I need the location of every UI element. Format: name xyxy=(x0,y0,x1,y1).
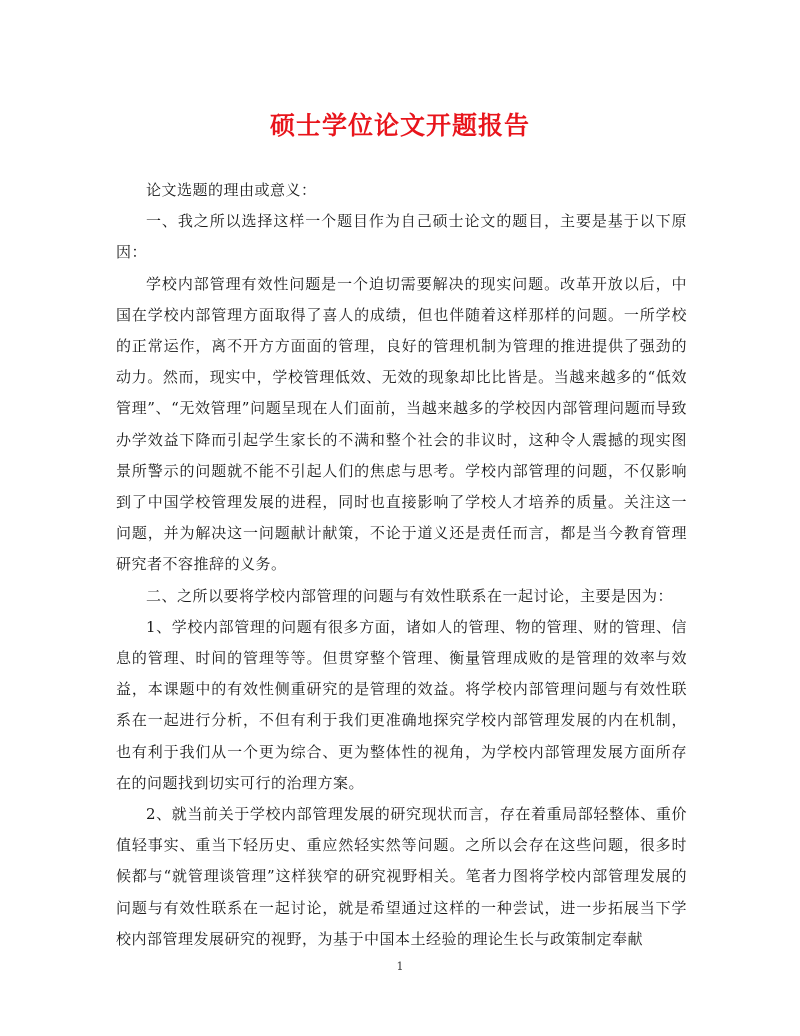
paragraph-management-problem: 学校内部管理有效性问题是一个迫切需要解决的现实问题。改革开放以后，中国在学校内部管理方面取得了喜人的成绩，但也伴随着这样那样的问题。一所学校的正常运作，离不开方方面面的管理，良好的管理机制为管理的推进提供了强劲的动力。然而，现实中，学校管理低效、无效的现象却比比皆是。当越来越多的“低效管理”、“无效管理”问题呈现在人们面前，当越来越多的学校因内部管理问题而导致办学效益下降而引起学生家长的不满和整个社会的非议时，这种令人震撼的现实图景所警示的问题就不能不引起人们的焦虑与思考。学校内部管理的问题，不仅影响到了中国学校管理发展的进程，同时也直接影响了学校人才培养的质量。关注这一问题，并为解决这一问题献计献策，不论于道义还是责任而言，都是当今教育管理研究者不容推辞的义务。 xyxy=(116,274,687,574)
paragraph-point-1: 1、学校内部管理的问题有很多方面，诸如人的管理、物的管理、财的管理、信息的管理、时间的管理等等。但贯穿整个管理、衡量管理成败的是管理的效率与效益，本课题中的有效性侧重研究的是管理的效益。将学校内部管理问题与有效性联系在一起进行分析，不但有利于我们更准确地探究学校内部管理发展的内在机制，也有利于我们从一个更为综合、更为整体性的视角，为学校内部管理发展方面所存在的问题找到切实可行的治理方案。 xyxy=(116,617,687,792)
document-body xyxy=(116,175,687,955)
page-number: 1 xyxy=(396,960,404,973)
paragraph-heading: 论文选题的理由或意义： xyxy=(146,181,317,199)
paragraph-second-reason: 二、之所以要将学校内部管理的问题与有效性联系在一起讨论，主要是因为： xyxy=(146,586,674,605)
document-title: 硕士学位论文开题报告 xyxy=(269,111,530,140)
paragraph-reason-intro: 一、我之所以选择这样一个题目作为自己硕士论文的题目，主要是基于以下原因： xyxy=(116,212,687,262)
paragraph-point-2: 2、就当前关于学校内部管理发展的研究现状而言，存在着重局部轻整体、重价值轻事实、重当下轻历史、重应然轻实然等问题。之所以会存在这些问题，很多时候都与“就管理谈管理”这样狭窄的研究视野相关。笔者力图将学校内部管理发展的问题与有效性联系在一起讨论，就是希望通过这样的一种尝试，进一步拓展当下学校内部管理发展研究的视野，为基于中国本土经验的理论生长与政策制定奉献 xyxy=(116,805,687,948)
